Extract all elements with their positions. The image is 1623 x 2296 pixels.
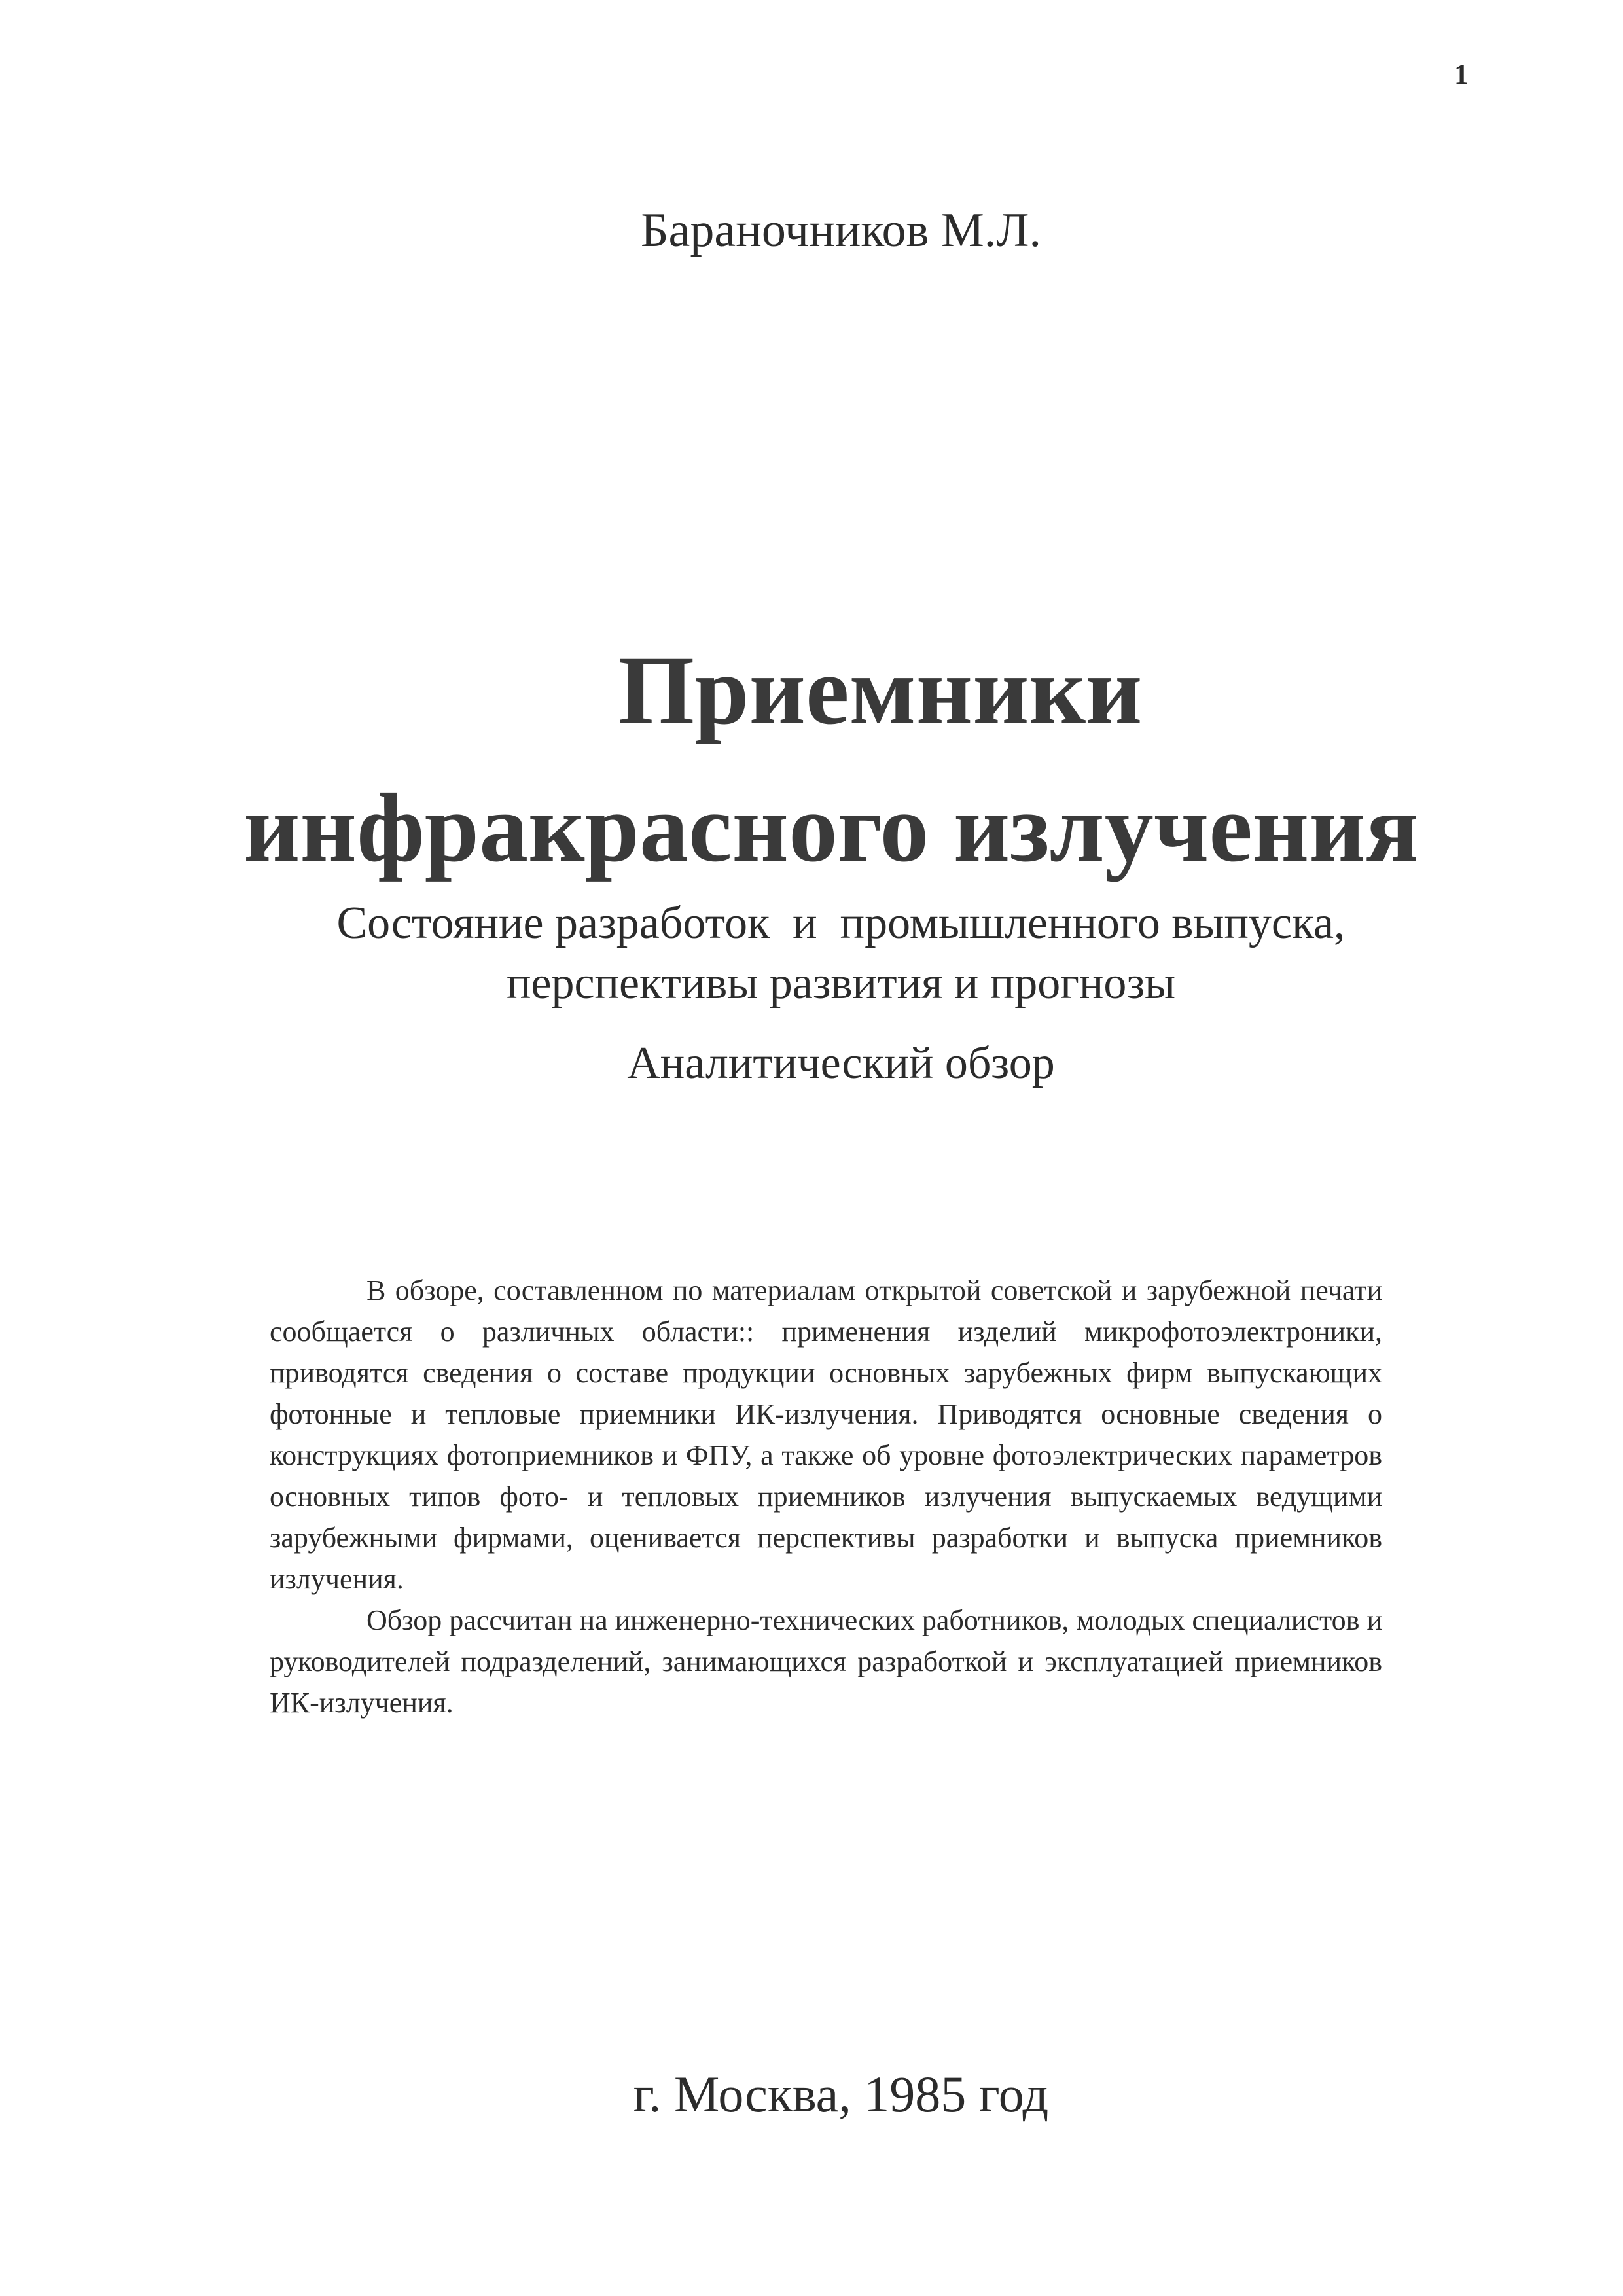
subtitle-line-1: Состояние разработок и промышленного выпуска, [336,898,1346,948]
subtitle [0,893,1623,1014]
title-line-1: Приемники [618,636,1143,745]
author: Бараночников М.Л. [641,204,1041,257]
subtitle-line-2: перспективы развития и прогнозы [506,958,1176,1009]
place-and-year: г. Москва, 1985 год [633,2066,1049,2123]
abstract-paragraph-1: В обзоре, составленном по материалам открытой советской и зарубежной печати сообщается о различных области:: применения изделий микрофотоэлектроники, приводятся сведения о составе продукции основных зарубежных фирм выпускающих фотонные и тепловые приемники ИК-излучения. Приводятся основные сведения о конструкциях фотоприемников и ФПУ, а также об уровне фотоэлектрических параметров основных типов фото- и тепловых приемников излучения выпускаемых ведущими зарубежными фирмами, оценивается перспективы разработки и выпуска приемников излучения. [270,1274,1382,1595]
page-number: 1 [1454,58,1469,90]
abstract [270,1270,1382,1723]
abstract-paragraph-2: Обзор рассчитан на инженерно-технических работников, молодых специалистов и руководителей подразделений, занимающихся разработкой и эксплуатацией приемников ИК-излучения. [270,1604,1382,1719]
document-type: Аналитический обзор [627,1038,1055,1088]
title-line-2: инфракрасного излучения [243,774,1419,882]
document-title [0,622,1623,897]
